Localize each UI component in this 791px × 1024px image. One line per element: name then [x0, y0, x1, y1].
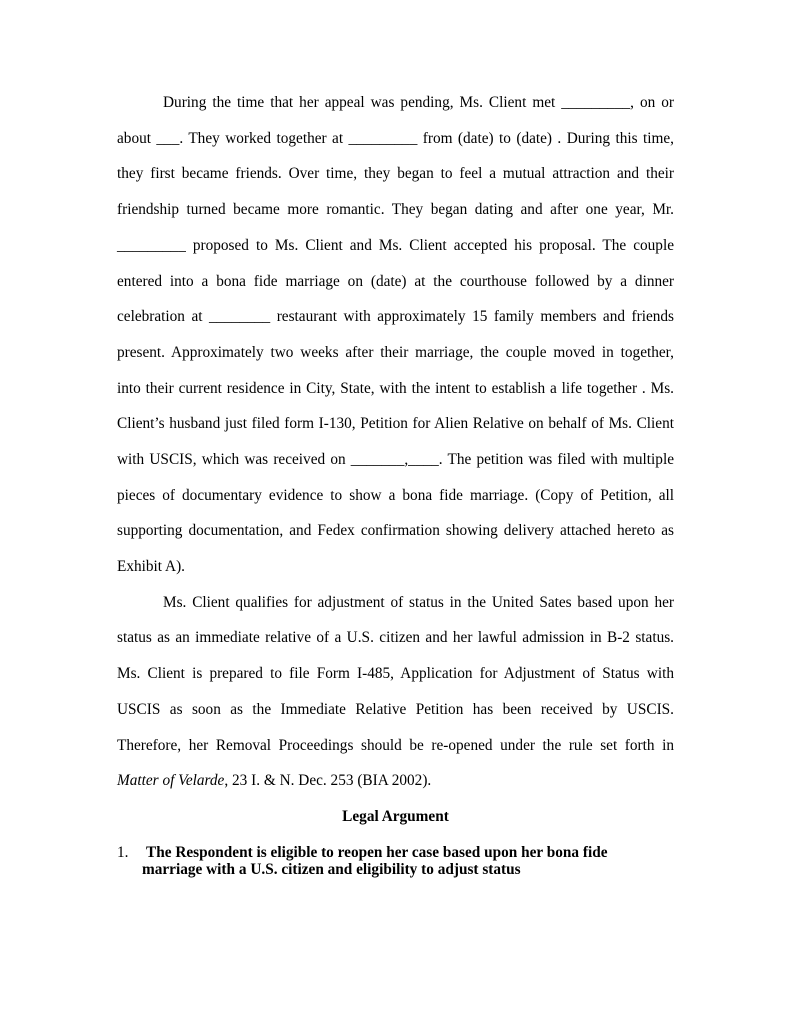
paragraph-1-line: about ___. They worked together at _________ from (date) to (date) . During this time, — [117, 130, 674, 147]
paragraph-2-last-line — [117, 771, 674, 791]
paragraph-1-line: entered into a bona fide marriage on (date) at the courthouse followed by a dinner — [117, 273, 674, 290]
section-heading: Legal Argument — [342, 808, 449, 825]
paragraph-1-line: present. Approximately two weeks after their marriage, the couple moved in together, — [117, 344, 674, 361]
paragraph-2-line: Ms. Client is prepared to file Form I-485, Application for Adjustment of Status with — [117, 665, 674, 682]
paragraph-1-line: Exhibit A). — [117, 558, 185, 575]
paragraph-2-line: Therefore, her Removal Proceedings should be re-opened under the rule set forth in — [117, 737, 674, 754]
paragraph-2-line: USCIS as soon as the Immediate Relative Petition has been received by USCIS. — [117, 701, 674, 718]
paragraph-1-line: into their current residence in City, State, with the intent to establish a life together . Ms. — [117, 380, 674, 397]
paragraph-1-line: Client’s husband just filed form I-130, Petition for Alien Relative on behalf of Ms. Client — [117, 415, 674, 432]
argument-heading-line-1: The Respondent is eligible to reopen her case based upon her bona fide — [146, 844, 608, 861]
case-citation-name: Matter of Velarde — [117, 772, 225, 789]
paragraph-1-line: they first became friends. Over time, they began to feel a mutual attraction and their — [117, 165, 674, 182]
paragraph-2-line: Ms. Client qualifies for adjustment of status in the United Sates based upon her — [163, 594, 674, 611]
paragraph-1-line: supporting documentation, and Fedex confirmation showing delivery attached hereto as — [117, 522, 674, 539]
paragraph-1-line: pieces of documentary evidence to show a bona fide marriage. (Copy of Petition, all — [117, 487, 674, 504]
argument-heading — [142, 844, 647, 878]
argument-heading-line-2: marriage with a U.S. citizen and eligibility to adjust status — [142, 861, 521, 878]
paragraph-1-line: friendship turned became more romantic. They began dating and after one year, Mr. — [117, 201, 674, 218]
paragraph-1-line: with USCIS, which was received on _______,____. The petition was filed with multiple — [117, 451, 674, 468]
paragraph-1-line: _________ proposed to Ms. Client and Ms. Client accepted his proposal. The couple — [117, 237, 674, 254]
paragraph-1-line: During the time that her appeal was pending, Ms. Client met _________, on or — [163, 94, 674, 111]
paragraph-1-line: celebration at ________ restaurant with approximately 15 family members and friends — [117, 308, 674, 325]
argument-number: 1. — [117, 844, 129, 861]
case-citation-reference: , 23 I. & N. Dec. 253 (BIA 2002). — [224, 772, 432, 789]
paragraph-2-line: status as an immediate relative of a U.S. citizen and her lawful admission in B-2 status. — [117, 629, 674, 646]
